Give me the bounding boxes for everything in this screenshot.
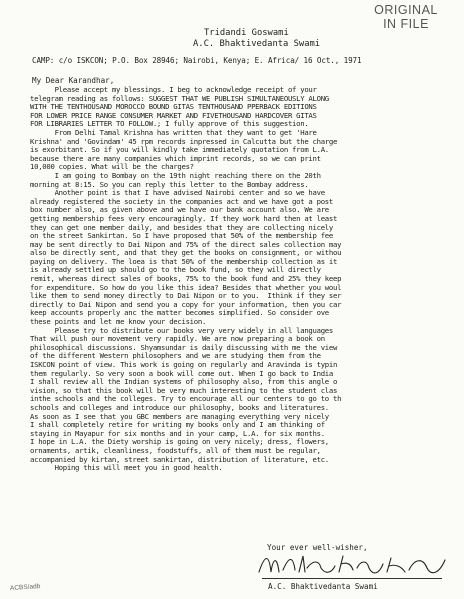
body-line: From Delhi Tamal Krishna has written that they want to get 'Hare <box>30 127 317 137</box>
body-line: schools and colleges and introduce our philosophy, books and literatures. <box>30 402 329 412</box>
body-line: on the street Sankirtan. So I have proposed that 50% of the membership fee <box>30 231 333 241</box>
body-line: I shall review all the Indian systems of philosophy also, from this angle o <box>30 377 338 387</box>
body-line: may be sent directly to Dai Nipon and 75% of the direct sales collection may <box>30 239 342 249</box>
body-line: like them to send money directly to Dai Nipon or to you. Ithink if they ser <box>30 291 342 301</box>
signature-line <box>262 578 442 579</box>
body-line: ISKCON point of view. This work is going on regularly and Aravinda is typin <box>30 360 338 369</box>
sender-title: Tridandi Goswami <box>204 28 289 38</box>
body-line: philosophical discussions. Shyamsundar is daily discussing with me the view <box>30 342 338 352</box>
body-line: getting membership fees very encouragingly. If they work hard then at least <box>30 213 338 223</box>
body-line: these points and let me know your decision. <box>30 317 207 327</box>
body-line: I am going to Bombay on the 19th night reaching there on the 20th <box>30 170 321 180</box>
body-line: remit, whereas direct sales of books, 75% to the book fund and 25% they keep <box>30 274 342 284</box>
body-line: Hoping this will meet you in good health. <box>30 463 223 473</box>
body-line: for expenditure. So how do you like this idea? Besides that whether you woul <box>30 282 342 292</box>
body-line: As soon as I see that you GBC members are managing everything very nicely <box>30 411 329 421</box>
handwritten-signature <box>255 550 455 580</box>
body-line: Another point is that I have advised Nairobi center and so we have <box>30 188 325 198</box>
stamp-line-1: ORIGINAL <box>374 3 438 17</box>
body-line: 10,000 copies. What will be the charges? <box>30 162 194 172</box>
body-line: WITH THE TENTHOUSAND MOROCCO BOUND GITAS TENTHOUSAND PPERBACK EDITIONS <box>30 102 317 112</box>
body-line: I shall completely retire for writing my books only and I am thinking of <box>30 420 325 430</box>
body-line: That will push our movement very rapidly. We are now preparing a book on <box>30 334 325 344</box>
body-line: telegram reading as follows: SUGGEST THAT WE PUBLISH SIMULTANEOUSLY ALONG <box>30 93 329 103</box>
body-line: also be directly sent, and that they get the books on consignment, or withou <box>30 248 342 258</box>
body-line: Please try to distribute our books very very widely in all languages <box>30 325 333 335</box>
original-in-file-stamp <box>368 3 444 31</box>
body-line: vision, so that this book will be very much interesting to the student clas <box>30 385 338 395</box>
body-line: ornaments, artik, cleanliness, foodstuffs, all of them must be regular, <box>30 445 321 455</box>
sender-name: A.C. Bhaktivedanta Swami <box>193 39 321 49</box>
stamp-line-2: IN FILE <box>383 17 429 31</box>
signer-name: A.C. Bhaktivedanta Swami <box>268 582 378 591</box>
closing-phrase: Your ever well-wisher, <box>267 543 368 552</box>
body-line: of the different Western philosophers and we are studying them from the <box>30 351 321 361</box>
body-line: keep accounts properly anc the matter becomes simplified. So consider ove <box>30 308 329 318</box>
body-line: I hope in L.A. the Diety worship is going on very nicely; dress, flowers, <box>30 437 329 447</box>
body-line: because there are many companies which imprint records, so we can print <box>30 153 321 163</box>
body-line: FOR LOWER PRICE RANGE CONSUMER MARKET AND FIVETHOUSAND HARDCOVER GITAS <box>30 110 317 120</box>
body-line: accompanied by kirtan, street sankirtan, distribution of literature, etc. <box>30 454 329 464</box>
file-code: ACBS/adb <box>9 582 41 593</box>
camp-address-date: CAMP: c/o ISKCON; P.O. Box 28946; Nairobi, Kenya; E. Africa/ 16 Oct., 1971 <box>32 56 362 65</box>
body-line: they can get one member daily, and besides that they are collecting nicely <box>30 222 333 232</box>
body-line: is exorbitant. So if you will kindly take immediately quotation from L.A. <box>30 145 329 155</box>
body-line: paying on delivery. The loea is that 50% of the membership collection as it <box>30 256 338 266</box>
body-line: Krishna' and 'Govindam' 45 rpm records inpressed in Calcutta but the charge <box>30 136 338 146</box>
body-line: staying in Mayapur for six months and in your camp, L.A. for six months. <box>30 428 325 438</box>
salutation: My Dear Karandhar, <box>32 76 115 85</box>
letter-body <box>30 86 456 473</box>
body-line: is already settled up should go to the book fund, so they will directly <box>30 265 321 275</box>
body-line: box number also, as given above and we have our bank account also. We are <box>30 205 329 215</box>
body-line: already registered the society in the companies act and we have got a post <box>30 196 333 206</box>
body-line: morning at 8:15. So you can reply this letter to the Bombay address. <box>30 179 309 189</box>
body-line: FOR LIBRARIES LETTER TO FOLLOW.; I fully approve of this suggestion. <box>30 119 309 129</box>
body-line: them regularly. So very soon a book will come out. When I go back to India <box>30 368 333 378</box>
body-line: directly to Dai Nipon and send you a copy for your information, then you car <box>30 299 342 309</box>
body-line: Please accept my blessings. I beg to acknowledge receipt of your <box>30 85 317 94</box>
body-line: inthe schools and the colleges. Try to encourage all our centers to go to th <box>30 394 342 404</box>
